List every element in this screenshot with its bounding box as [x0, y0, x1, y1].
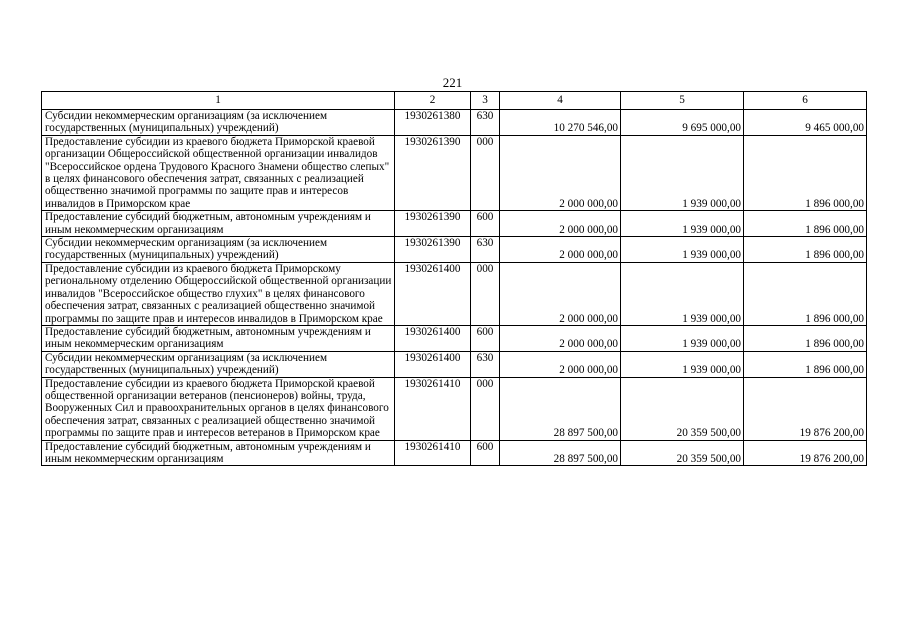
table-row	[42, 135, 867, 210]
row-target-code: 1930261400	[395, 325, 471, 351]
row-amount-year2: 1 939 000,00	[621, 237, 744, 263]
row-amount-year3: 1 896 000,00	[744, 237, 867, 263]
row-amount-year2: 1 939 000,00	[621, 262, 744, 325]
table-row	[42, 211, 867, 237]
row-amount-year2: 20 359 500,00	[621, 377, 744, 440]
row-amount-year2: 20 359 500,00	[621, 440, 744, 466]
row-amount-year3: 1 896 000,00	[744, 262, 867, 325]
row-target-code: 1930261410	[395, 440, 471, 466]
table-row	[42, 351, 867, 377]
row-target-code: 1930261400	[395, 351, 471, 377]
row-description: Предоставление субсидий бюджетным, автономным учреждениям и иным некоммерческим организациям	[42, 440, 395, 466]
row-description: Предоставление субсидии из краевого бюджета Приморскому региональному отделению Общероссийской общественной организации инвалидов "Всероссийское общество глухих" в целях финансового обеспечения затрат, связанных с реализацией общественно значимой программы по защите прав и интересов инвалидов в Приморском крае	[42, 262, 395, 325]
row-expense-type: 630	[471, 351, 500, 377]
table-row	[42, 237, 867, 263]
table-row	[42, 110, 867, 136]
row-target-code: 1930261380	[395, 110, 471, 136]
row-expense-type: 600	[471, 211, 500, 237]
table-header-row	[42, 92, 867, 110]
row-amount-year3: 1 896 000,00	[744, 135, 867, 210]
table-row	[42, 377, 867, 440]
row-expense-type: 000	[471, 377, 500, 440]
row-amount-year1: 10 270 546,00	[500, 110, 621, 136]
row-amount-year2: 1 939 000,00	[621, 211, 744, 237]
row-amount-year2: 1 939 000,00	[621, 325, 744, 351]
row-description: Субсидии некоммерческим организациям (за исключением государственных (муниципальных) учреждений)	[42, 351, 395, 377]
row-target-code: 1930261410	[395, 377, 471, 440]
row-expense-type: 600	[471, 325, 500, 351]
row-expense-type: 630	[471, 110, 500, 136]
row-expense-type: 000	[471, 262, 500, 325]
row-amount-year1: 2 000 000,00	[500, 351, 621, 377]
budget-table	[41, 91, 867, 466]
row-amount-year3: 9 465 000,00	[744, 110, 867, 136]
column-header: 5	[621, 92, 744, 110]
row-amount-year3: 1 896 000,00	[744, 211, 867, 237]
row-target-code: 1930261390	[395, 237, 471, 263]
row-amount-year2: 9 695 000,00	[621, 110, 744, 136]
table-row	[42, 262, 867, 325]
row-target-code: 1930261390	[395, 135, 471, 210]
row-target-code: 1930261390	[395, 211, 471, 237]
row-expense-type: 000	[471, 135, 500, 210]
row-amount-year3: 19 876 200,00	[744, 440, 867, 466]
row-description: Предоставление субсидии из краевого бюджета Приморской краевой организации Общероссийской общественной организации инвалидов "Всероссийское ордена Трудового Красного Знамени общество слепых" в целях финансового обеспечения затрат, связанных с реализацией общественно значимой программы по защите прав и интересов инвалидов в Приморском крае	[42, 135, 395, 210]
row-amount-year2: 1 939 000,00	[621, 135, 744, 210]
row-amount-year3: 1 896 000,00	[744, 325, 867, 351]
column-header: 6	[744, 92, 867, 110]
row-amount-year1: 28 897 500,00	[500, 440, 621, 466]
column-header: 3	[471, 92, 500, 110]
row-description: Предоставление субсидий бюджетным, автономным учреждениям и иным некоммерческим организациям	[42, 211, 395, 237]
column-header: 1	[42, 92, 395, 110]
row-expense-type: 600	[471, 440, 500, 466]
row-amount-year2: 1 939 000,00	[621, 351, 744, 377]
column-header: 2	[395, 92, 471, 110]
row-description: Предоставление субсидии из краевого бюджета Приморской краевой общественной организации ветеранов (пенсионеров) войны, труда, Вооруженных Сил и правоохранительных органов в целях финансового обеспечения затрат, связанных с реализацией общественно значимой программы по защите прав и интересов ветеранов в Приморском крае	[42, 377, 395, 440]
row-amount-year1: 28 897 500,00	[500, 377, 621, 440]
row-amount-year1: 2 000 000,00	[500, 262, 621, 325]
row-amount-year1: 2 000 000,00	[500, 237, 621, 263]
row-amount-year1: 2 000 000,00	[500, 135, 621, 210]
row-amount-year1: 2 000 000,00	[500, 211, 621, 237]
table-row	[42, 440, 867, 466]
row-amount-year3: 1 896 000,00	[744, 351, 867, 377]
row-amount-year1: 2 000 000,00	[500, 325, 621, 351]
row-description: Субсидии некоммерческим организациям (за исключением государственных (муниципальных) учреждений)	[42, 237, 395, 263]
table-row	[42, 325, 867, 351]
row-expense-type: 630	[471, 237, 500, 263]
row-description: Субсидии некоммерческим организациям (за исключением государственных (муниципальных) учреждений)	[42, 110, 395, 136]
page-number: 221	[442, 75, 463, 90]
row-description: Предоставление субсидий бюджетным, автономным учреждениям и иным некоммерческим организациям	[42, 325, 395, 351]
row-amount-year3: 19 876 200,00	[744, 377, 867, 440]
row-target-code: 1930261400	[395, 262, 471, 325]
column-header: 4	[500, 92, 621, 110]
